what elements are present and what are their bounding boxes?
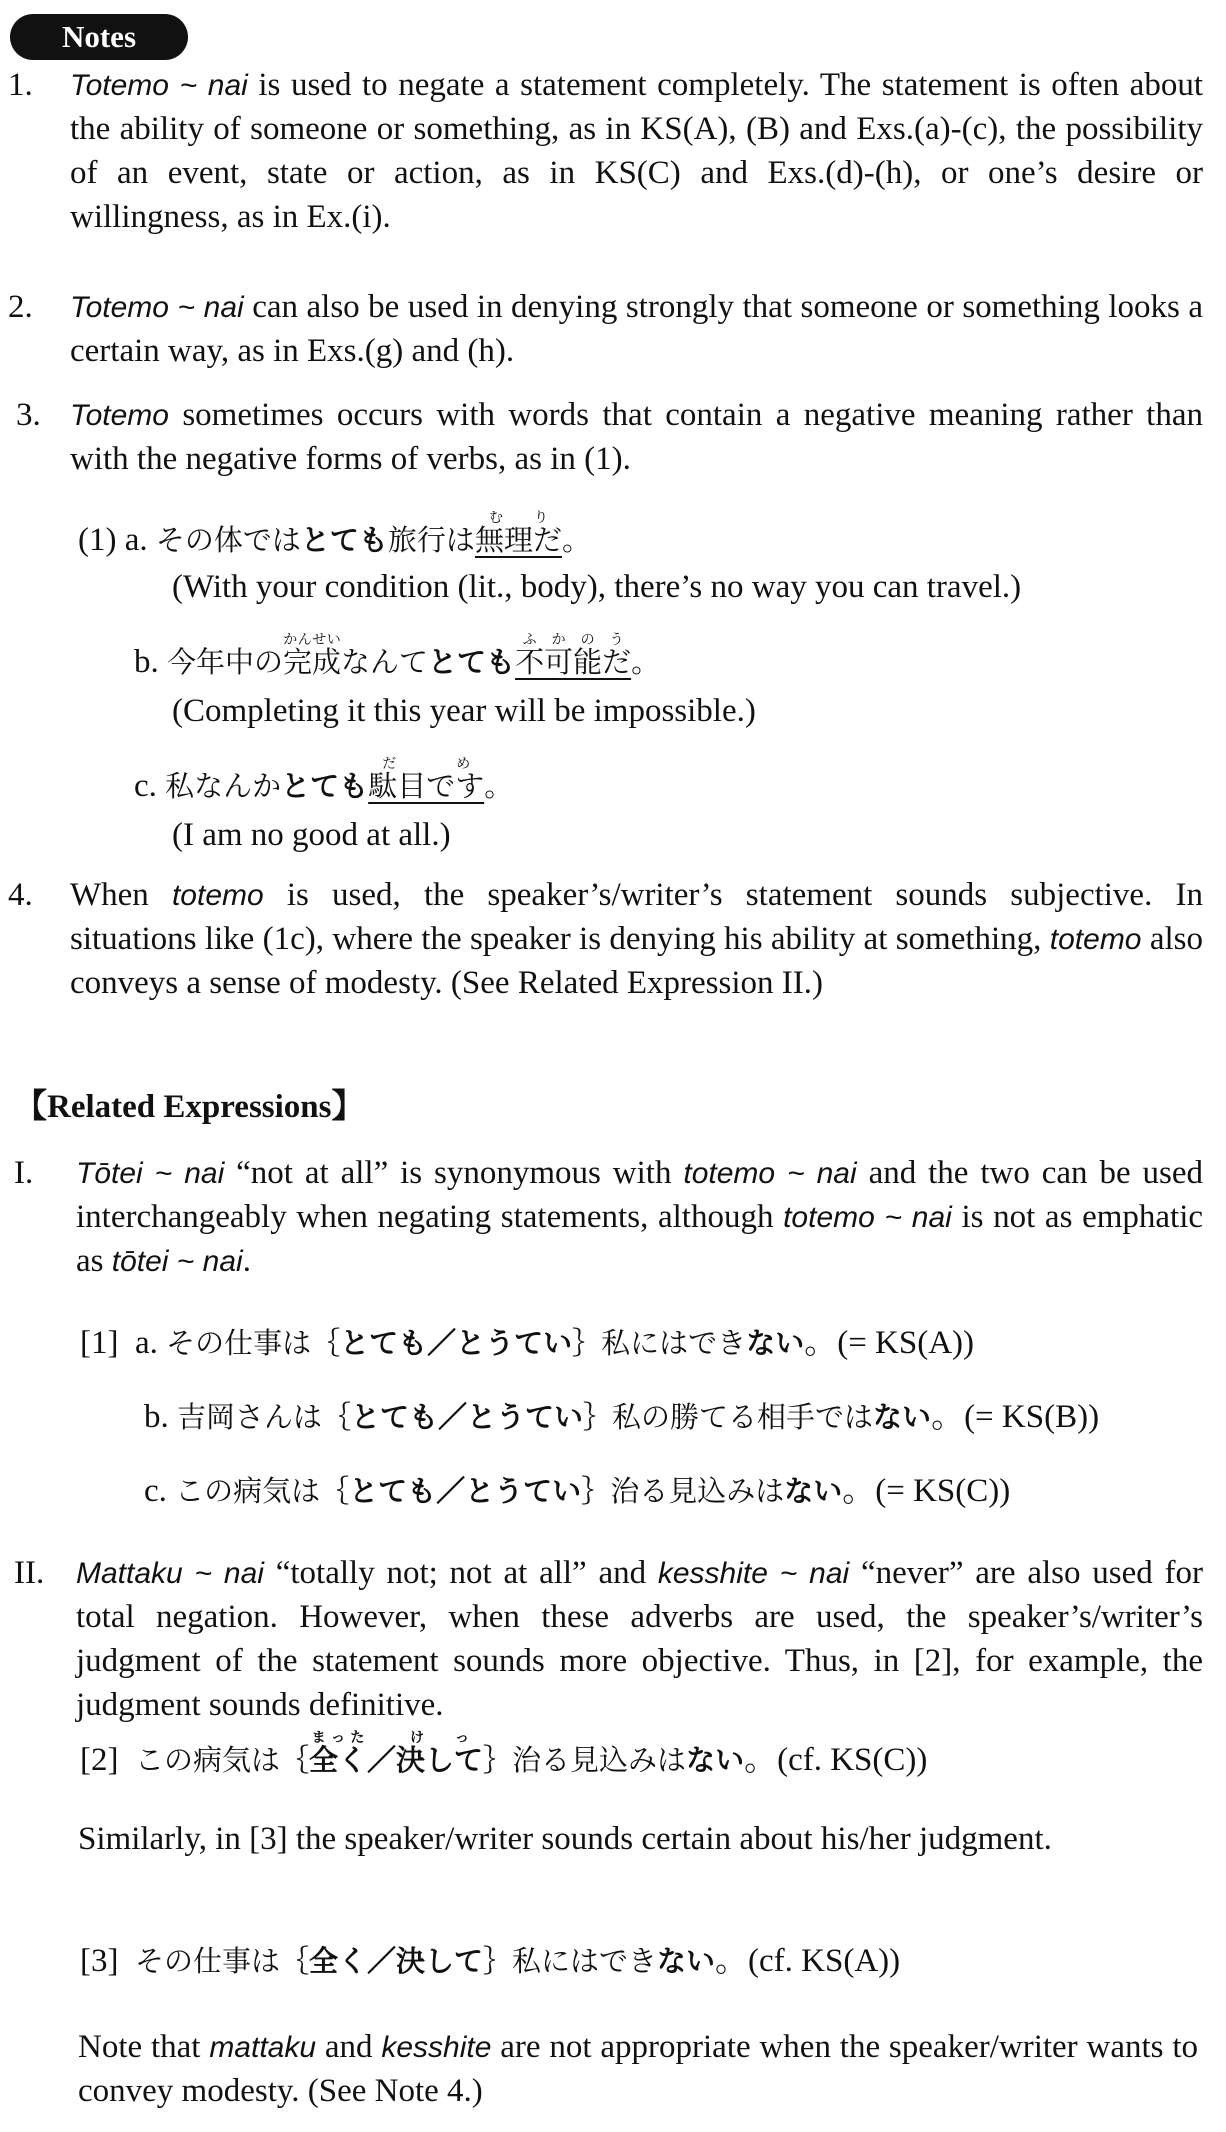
note-text: Totemo ~ nai can also be used in denying strongly that someone or something looks a certain way, as in Exs.(g) and (h). — [70, 289, 1203, 369]
related-expression-2 — [8, 1552, 1203, 1728]
note-text: Totemo ~ nai is used to negate a statement completely. The statement is often about the ability of someone or something, as in KS(A), (B) and Exs.(a)-(c), the possibility of an event, state or action, as in KS(C) and Exs.(d)-(h), or one’s desire or willingness, as in Ex.(i). — [70, 67, 1203, 235]
related-expression-1 — [8, 1152, 1203, 1284]
related-2-note: Note that mattaku and kesshite are not appropriate when the speaker/writer wants to convey modesty. (See Note 4.) — [78, 2029, 1198, 2109]
example-1c — [134, 756, 513, 809]
related-text: Tōtei ~ nai “not at all” is synonymous with totemo ~ nai and the two can be used interchangeably when negating statements, although totemo ~ nai is not as emphatic as tōtei ~ nai. — [76, 1155, 1204, 1279]
notes-badge: Notes — [10, 14, 188, 60]
related-2-similarly: Similarly, in [3] the speaker/writer sounds certain about his/her judgment. — [78, 1821, 1052, 1857]
related-expressions-heading: 【Related Expressions】 — [14, 1089, 365, 1125]
example-japanese: その体ではとても旅行は無理だむり。 — [155, 510, 591, 557]
example-letter: c. — [134, 768, 157, 804]
related-example-1a: [1] a. その仕事は｛とても／とうてい｝私にはできない。(= KS(A)) — [80, 1325, 975, 1361]
related-number: I. — [14, 1155, 34, 1191]
example-letter: b. — [134, 644, 159, 680]
related-example-3: [3] その仕事は｛全く／決して｝私にはできない。(cf. KS(A)) — [80, 1943, 901, 1979]
example-label: [1] — [80, 1325, 119, 1361]
example-1b — [134, 632, 660, 685]
related-number: II. — [14, 1555, 45, 1591]
note-text: When totemo is used, the speaker’s/writer’s statement sounds subjective. In situations like (1c), where the speaker is denying his ability at something, totemo also conveys a sense of modesty. (See Related Expression II.) — [70, 877, 1203, 1001]
note-2 — [8, 286, 1203, 374]
example-1b-translation: (Completing it this year will be impossible.) — [172, 693, 756, 729]
example-japanese: 私なんかとても駄目ですだめ。 — [165, 756, 514, 803]
example-1a — [78, 510, 591, 563]
note-text: Totemo sometimes occurs with words that contain a negative meaning rather than with the negative forms of verbs, as in (1). — [70, 397, 1203, 477]
note-number: 4. — [8, 877, 33, 913]
related-text: Mattaku ~ nai “totally not; not at all” and kesshite ~ nai “never” are also used for total negation. However, when these adverbs are used, the speaker’s/writer’s judgment of the statement sounds more objective. Thus, in [2], for example, the judgment sounds definitive. — [76, 1555, 1203, 1723]
example-1a-translation: (With your condition (lit., body), there’s no way you can travel.) — [172, 569, 1022, 605]
related-example-2: [2] この病気は｛全くまった／決してけっ｝治る見込みはない。(cf. KS(C)) — [80, 1730, 928, 1778]
note-number: 1. — [8, 67, 33, 103]
note-4 — [8, 874, 1203, 1006]
related-example-1c: c. この病気は｛とても／とうてい｝治る見込みはない。(= KS(C)) — [144, 1473, 1011, 1509]
related-example-1b: b. 吉岡さんは｛とても／とうてい｝私の勝てる相手ではない。(= KS(B)) — [144, 1399, 1100, 1435]
note-3 — [8, 394, 1203, 482]
example-1c-translation: (I am no good at all.) — [172, 817, 451, 853]
note-number: 2. — [8, 289, 33, 325]
example-letter: a. — [124, 522, 148, 558]
note-number: 3. — [16, 397, 41, 433]
note-1 — [8, 64, 1203, 240]
example-label: (1) — [78, 522, 117, 558]
example-japanese: 今年中の完成かんせいなんてとても不可能だふかのう。 — [167, 632, 661, 679]
